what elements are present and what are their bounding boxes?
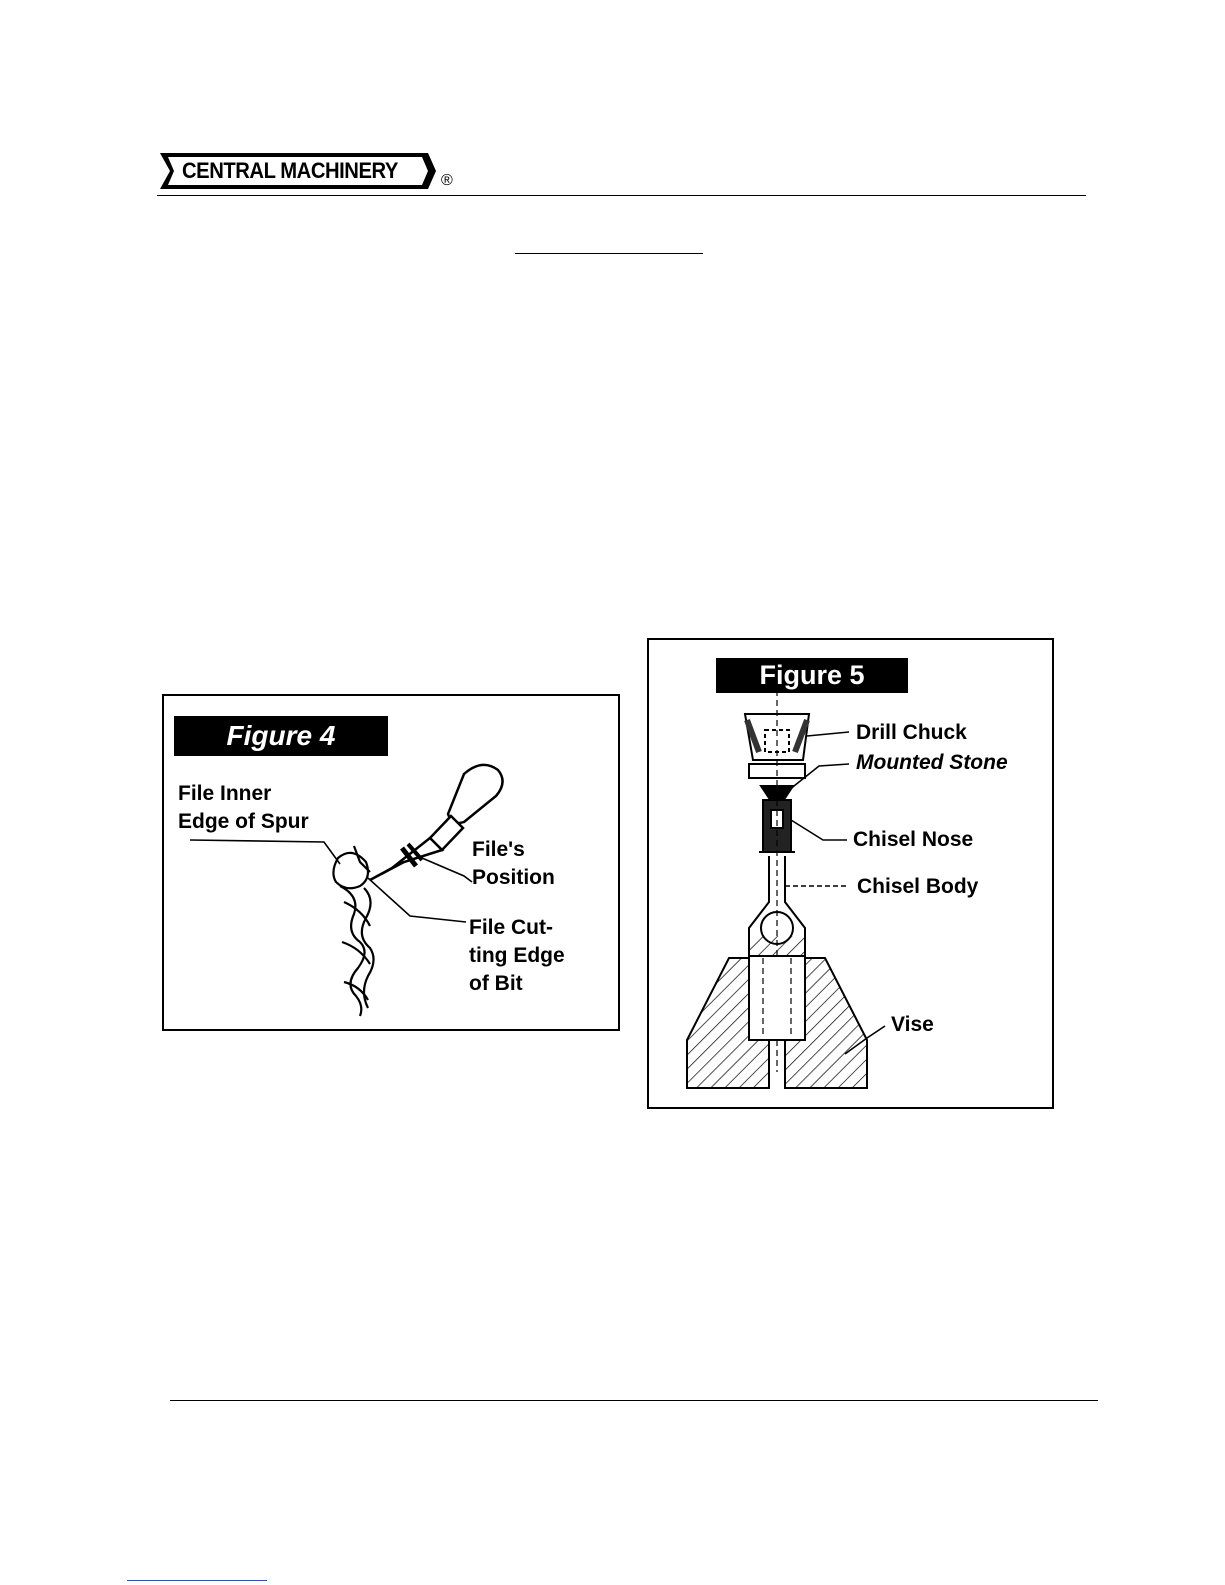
footer-divider: [170, 1400, 1098, 1401]
leader-inner-edge: [190, 840, 340, 864]
label-files-position: File's Position: [472, 838, 555, 889]
figure-4-title: Figure 4: [174, 716, 388, 756]
section-title-underline: [515, 253, 703, 254]
figure-5-panel: [647, 638, 1054, 1109]
figure-5-title: Figure 5: [716, 658, 908, 693]
header-divider: [157, 195, 1086, 196]
figure-5-illustration: [649, 640, 1052, 1107]
label-chisel-nose: Chisel Nose: [853, 828, 974, 851]
brand-name: CENTRAL MACHINERY: [182, 158, 398, 183]
label-vise: Vise: [891, 1013, 934, 1036]
vise-icon: [687, 958, 867, 1088]
leader-files-position: [422, 858, 472, 882]
label-drill-chuck: Drill Chuck: [856, 721, 967, 744]
brand-logo: [160, 151, 440, 191]
label-file-cutting-edge: File Cut- ting Edge of Bit: [469, 916, 565, 995]
label-file-inner-edge: File Inner Edge of Spur: [178, 782, 309, 833]
registered-mark: ®: [441, 172, 453, 189]
auger-bit-icon: [333, 846, 373, 1016]
leader-cutting-edge: [368, 878, 466, 922]
leader-drill-chuck: [807, 732, 849, 736]
leader-chisel-nose: [791, 820, 847, 840]
figure-4-panel: [162, 694, 620, 1031]
label-mounted-stone: Mounted Stone: [856, 751, 1008, 774]
footer-link-underline: [127, 1580, 267, 1581]
label-chisel-body: Chisel Body: [857, 875, 979, 898]
